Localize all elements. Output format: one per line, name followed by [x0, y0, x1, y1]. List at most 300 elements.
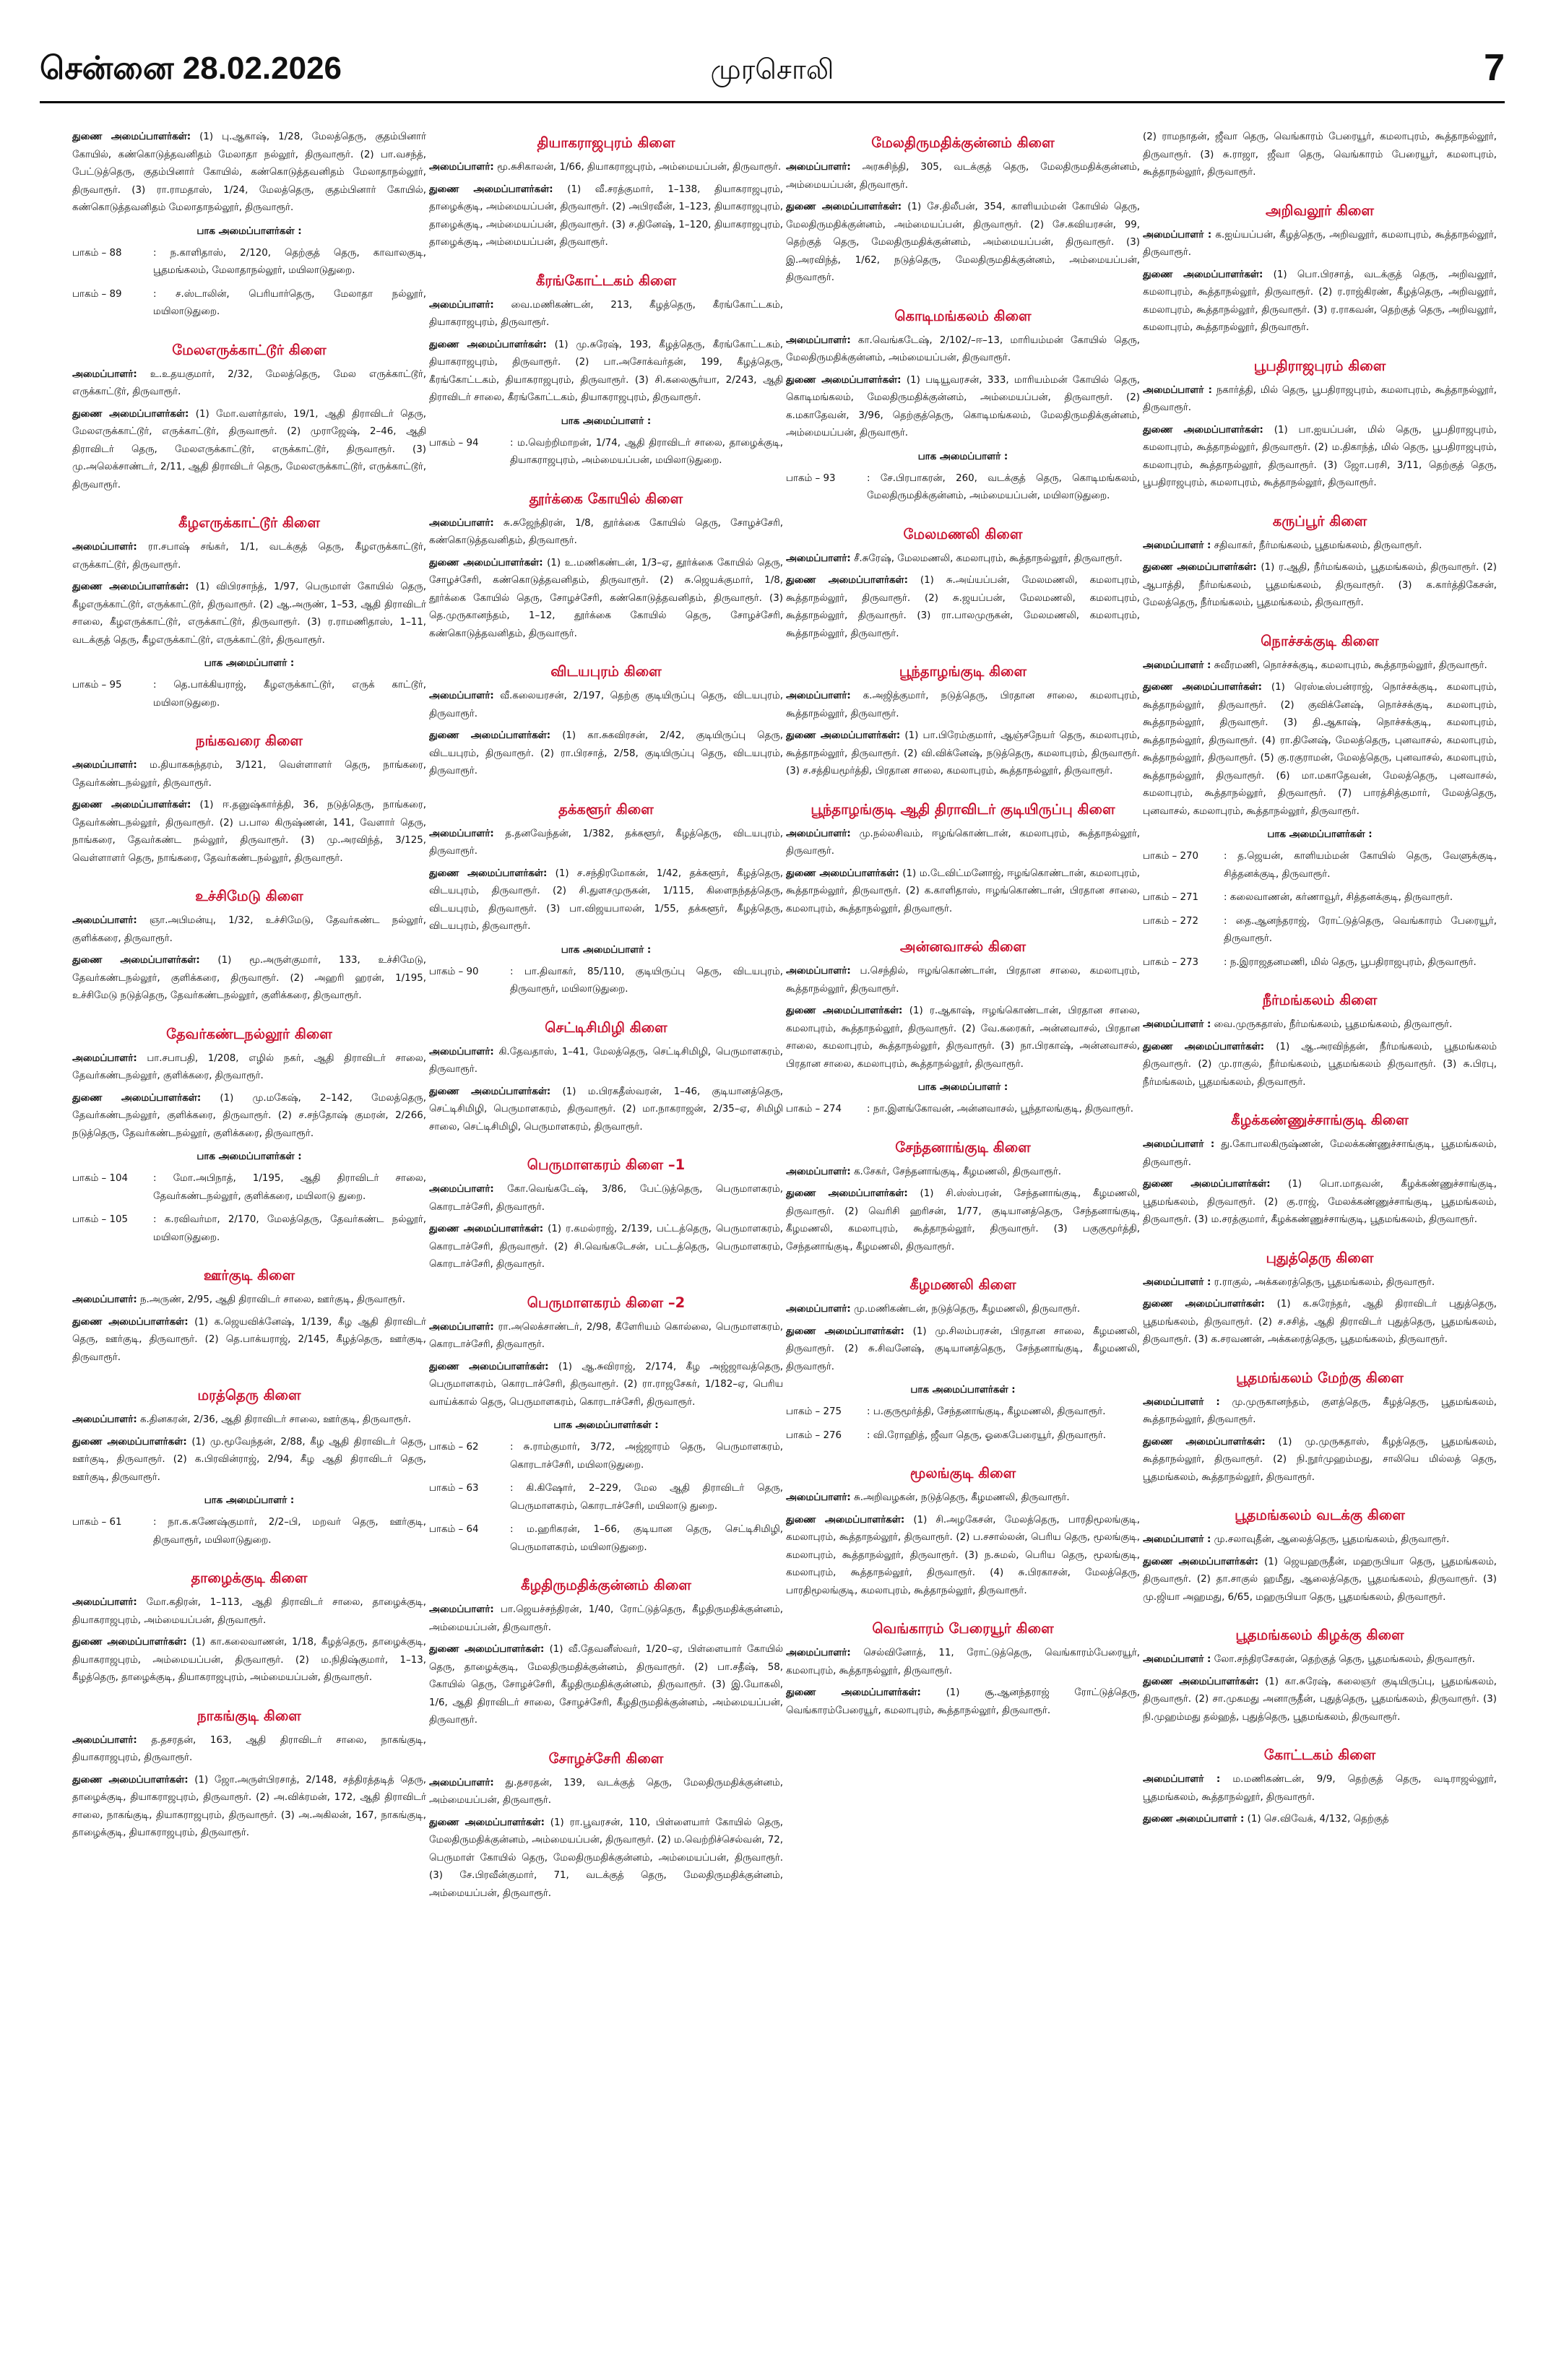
member-paragraph	[72, 579, 426, 649]
branch-section	[786, 937, 1140, 1119]
branch-section	[786, 1619, 1140, 1720]
role-label: துணை அமைப்பாளர்கள்:	[429, 1361, 549, 1372]
member-details: (1) சி.ஸ்ஸ்பரன், சேந்தனாங்குடி, கீழமணலி, திருவாரூர். (2) வெரிசி ஹரிசன், 1/77, குடியானத்தெரு, சேந்தனாங்குடி, கீழமணலி, கமலாபுரம், கூத்தாநல்லூர், திருவாரூர். (3) பகுகுமூர்த்தி, சேந்தனாங்குடி, கீழமணலி, திருவாரூர்.	[786, 1188, 1140, 1252]
bagam-row	[1143, 913, 1497, 948]
member-paragraph	[72, 1634, 426, 1687]
member-details: (1) சு.அய்யப்பன், மேலமணலி, கமலாபுரம், கூத்தாநல்லூர், திருவாரூர். (2) சு.ஜயப்பன், மேலமணலி, கமலாபுரம், கூத்தாநல்லூர், திருவாரூர். (3) ரா.பாலமுருகன், மேலமணலி, கமலாபுரம், கூத்தாநல்லூர், திருவாரூர்.	[786, 575, 1140, 639]
branch-section	[786, 800, 1140, 919]
member-details: ரா.அலெக்சாண்டர், 2/98, கீளேரியம் கொல்லை, பெருமாளகரம், கொரடாச்சேரி, திருவாரூர்.	[429, 1321, 783, 1350]
branch-title: நொச்சக்குடி கிளை	[1261, 632, 1379, 649]
branch-section	[1143, 1745, 1497, 1829]
bagam-number: பாகம் – 90	[429, 966, 479, 977]
bagam-row	[72, 1514, 426, 1549]
branch-section	[786, 1275, 1140, 1445]
member-details: கா.வெங்கடேஷ், 2/102/–ஈ–13, மாரியம்மன் கோயில் தெரு, மேலதிருமதிக்குன்னம், அம்மையப்பன், திருவாரூர்.	[786, 334, 1140, 363]
role-label: அமைப்பாளர்:	[786, 553, 851, 564]
branch-title: நாகங்குடி கிளை	[197, 1707, 301, 1724]
member-details: த.தனவேந்தன், 1/382, தக்களூர், கீழத்தெரு, விடயபுரம், திருவாரூர்.	[429, 828, 783, 857]
bagam-details: : க.ரவிவர்மா, 2/170, மேலத்தெரு, தேவர்கண்ட நல்லூர், மயிலாடுதுறை.	[153, 1214, 426, 1243]
branch-title: பூதமங்கலம் மேற்கு கிளை	[1236, 1369, 1404, 1386]
branch-section	[786, 133, 1140, 287]
member-details: (1) ரா.பூவரசன், 110, பிள்ளையார் கோயில் தெரு, மேலதிருமதிக்குன்னம், அம்மையப்பன், திருவாரூர். (2) ம.வெற்றிச்செல்வன், 72, பெருமாள் கோயில் தெரு, மேலதிருமதிக்குன்னம், அம்மையப்பன், திருவாரூர். (3) சே.பிரவீன்குமார், 71, வடக்குத் தெரு, மேலதிருமதிக்குன்னம், அம்மையப்பன், திருவாரூர்.	[429, 1817, 783, 1899]
bagam-details: : கி.கிஷோர், 2–229, மேல ஆதி திராவிடர் தெரு, பெருமாளகரம், கொரடாச்சேரி, மயிலாடு துறை.	[510, 1483, 783, 1512]
member-details: (1) சே.திலீபன், 354, காளியம்மன் கோயில் தெரு, மேலதிருமதிக்குன்னம், அம்மையப்பன், திருவாரூர். (2) சே.கவியரசன், 99, தெற்குத் தெரு, மேலதிருமதிக்குன்னம், அம்மையப்பன், திருவாரூர். (3) இ.அரவிந்த், 1/62, நடுத்தெரு, மேலதிருமதிக்குன்னம், அம்மையப்பன், திருவாரூர்.	[786, 202, 1140, 283]
bagam-number: பாகம் – 273	[1143, 956, 1199, 968]
branch-section	[1143, 1248, 1497, 1349]
bagam-number: பாகம் – 105	[72, 1214, 129, 1225]
role-label: அமைப்பாளர் :	[1143, 659, 1211, 671]
role-label: துணை அமைப்பாளர்கள்:	[786, 1188, 908, 1199]
role-label: அமைப்பாளர்:	[72, 1734, 137, 1746]
role-label: துணை அமைப்பாளர்கள்:	[1143, 1041, 1265, 1052]
bagam-details: : ச.ஸ்டாலின், பெரியார்தெரு, மேலாதா நல்லூர், மயிலாடுதுறை.	[153, 288, 426, 317]
newspaper-name: முரசொலி	[710, 53, 834, 85]
branch-section	[72, 129, 426, 321]
role-label: அமைப்பாளர் :	[1143, 384, 1212, 396]
branch-title: விடயபுரம் கிளை	[550, 663, 662, 680]
member-details: வை.முருகதாஸ், நீர்மங்கலம், பூதமங்கலம், திருவாரூர்.	[1214, 1019, 1453, 1030]
member-details: லோ.சந்திரசேகரன், தெற்குத் தெரு, பூதமங்கலம், திருவாரூர்.	[1214, 1654, 1475, 1665]
bagam-row	[786, 1101, 1140, 1119]
member-paragraph	[429, 515, 783, 550]
role-label: அமைப்பாளர்:	[786, 966, 851, 977]
branch-section	[429, 662, 783, 781]
branch-title: கீழமணலி கிளை	[909, 1276, 1016, 1293]
member-details: (1) ம.பிரகதீஸ்வரன், 1–46, குடியானத்தெரு, செட்டிசிமிழி, பெருமாளகரம், திருவாரூர். (2) மா.நாகராஜன், 2/35–ஏ, சிமிழி சாலை, செட்டிசிமிழி, பெருமாளகரம், திருவாரூர்.	[429, 1086, 783, 1133]
member-details: மு.நல்லசிவம், ஈழங்கொண்டான், கமலாபுரம், கூத்தாநல்லூர், திருவாரூர்.	[786, 828, 1140, 857]
member-paragraph	[1143, 1176, 1497, 1229]
column-1	[72, 129, 426, 2357]
branch-title: தேவர்கண்டநல்லூர் கிளை	[166, 1025, 332, 1042]
member-details: கி.தேவதாஸ், 1–41, மேலத்தெரு, செட்டிசிமிழி, பெருமாளகரம், திருவாரூர்.	[429, 1046, 783, 1075]
branch-section	[72, 1568, 426, 1687]
member-details: பா.சபாபதி, 1/208, எழில் நகர், ஆதி திராவிடர் சாலை, தேவர்கண்டநல்லூர், குளிக்கரை, திருவாரூர்.	[72, 1052, 426, 1081]
member-details: சதிவாகர், நீர்மங்கலம், பூதமங்கலம், திருவாரூர்.	[1214, 540, 1422, 551]
member-details: (1) சூ.ஆனந்தராஜ் ரோட்டுத்தெரு, வெங்காரம்பேரையூர், கமலாபுரம், கூத்தாநல்லூர், திருவாரூர்.	[786, 1687, 1140, 1716]
bagam-row	[1143, 889, 1497, 907]
member-details: து.தசரதன், 139, வடக்குத் தெரு, மேலதிருமதிக்குன்னம், அம்மையப்பன், திருவாரூர்.	[429, 1777, 783, 1806]
role-label: அமைப்பாளர் :	[1143, 1139, 1215, 1150]
role-label: துணை அமைப்பாளர்கள்:	[72, 131, 191, 142]
member-details: உ.உதயகுமார், 2/32, மேலத்தெரு, மேல எருக்காட்டூர், எருக்காட்டூர், திருவாரூர்.	[72, 368, 426, 397]
member-paragraph	[786, 826, 1140, 861]
member-details: ஞா.அபிமன்யு, 1/32, உச்சிமேடு, தேவர்கண்ட நல்லூர், குளிக்கரை, திருவாரூர்.	[72, 915, 426, 944]
role-label: அமைப்பாளர்:	[786, 162, 851, 173]
member-paragraph	[786, 332, 1140, 368]
member-paragraph	[1143, 1651, 1497, 1669]
member-paragraph	[429, 555, 783, 644]
member-details: (1) பு.ஆகாஷ், 1/28, மேலத்தெரு, குதம்பினார் கோயில், கண்கொடுத்தவனிதம் மேலாதா நல்லூர், திருவாரூர். (2) பா.வசந்த், பேட்டுத்தெரு, குதம்பினார் கோயில், கண்கொடுத்தவனிதம் மேலாதாநல்லூர், திருவாரூர். (3) ரா.ராமதாஸ், 1/24, மேலத்தெரு, குதம்பினார் கோயில், கண்கொடுத்தவனிதம் மேலாதாநல்லூர், திருவாரூர்.	[72, 131, 426, 213]
member-paragraph	[72, 912, 426, 948]
role-label: அமைப்பாளர்:	[429, 1777, 494, 1788]
member-details: மு.முருகானந்தம், குளத்தெரு, கீழத்தெரு, பூதமங்கலம், கூத்தாநல்லூர், திருவாரூர்.	[1143, 1396, 1497, 1425]
member-details: சுவீரமணி, நொச்சக்குடி, கமலாபுரம், கூத்தாநல்லூர், திருவாரூர்.	[1214, 659, 1487, 671]
role-label: அமைப்பாளர்:	[429, 299, 494, 311]
branch-title: பூதமங்கலம் வடக்கு கிளை	[1235, 1507, 1405, 1523]
bagam-header: பாக அமைப்பாளர் :	[917, 1082, 1008, 1093]
bagam-details: : ந.காளிதாஸ், 2/120, தெற்குத் தெரு, காவாலகுடி, பூதமங்கலம், மேலாதாநல்லூர், மயிலாடுதுறை.	[153, 247, 426, 276]
branch-section	[72, 886, 426, 1005]
branch-section	[1143, 1505, 1497, 1606]
member-paragraph	[1143, 1771, 1497, 1806]
bagam-header: பாக அமைப்பாளர்கள் :	[196, 225, 302, 237]
role-label: துணை அமைப்பாளர்கள்:	[1143, 1556, 1259, 1567]
member-details: ம.மணிகண்டன், 9/9, தெற்குத் தெரு, வடிராஜல்லூர், பூதமங்கலம், கூத்தாநல்லூர், திருவாரூர்.	[1143, 1774, 1497, 1803]
member-details: சீ.சுரேஷ், மேலமணலி, கமலாபுரம், கூத்தாநல்லூர், திருவாரூர்.	[853, 553, 1123, 564]
role-label: துணை அமைப்பாளர்கள்:	[429, 183, 553, 195]
member-details: (1) மு.சுரேஷ், 193, கீழத்தெரு, கீரங்கோட்டகம், தியாகராஜபுரம், திருவாரூர். (2) பா.அசோக்வர்தன், 199, கீழத்தெரு, கீரங்கோட்டகம், தியாகராஜபுரம், திருவாரூர். (3) சி.கலைசூர்யா, 2/243, ஆதி திராவிடர் சாலை, கீரங்கோட்டகம், தியாகராஜபுரம், திருவாரூர்.	[429, 339, 783, 403]
member-details: நகார்த்தி, மில் தெரு, பூபதிராஜபுரம், கமலாபுரம், கூத்தாநல்லூர், திருவாரூர்.	[1143, 384, 1497, 413]
member-paragraph	[72, 129, 426, 217]
bagam-number: பாகம் – 274	[786, 1104, 842, 1115]
member-paragraph	[1143, 1531, 1497, 1549]
member-paragraph	[786, 1003, 1140, 1073]
bagam-number: பாகம் – 275	[786, 1406, 842, 1417]
branch-section	[429, 1293, 783, 1557]
branch-section	[786, 1138, 1140, 1257]
role-label: துணை அமைப்பாளர்கள்:	[72, 955, 200, 966]
bagam-number: பாகம் – 94	[429, 437, 479, 449]
member-details: ர.ராகுல், அக்கரைத்தெரு, பூதமங்கலம், திருவாரூர்.	[1214, 1276, 1435, 1288]
branch-section	[72, 513, 426, 712]
role-label: அமைப்பாளர்:	[429, 691, 494, 701]
member-details: (1) ம.டேவிட்மனோஜ், ஈழங்கொண்டான், கமலாபுரம், கூத்தாநல்லூர், திருவாரூர். (2) க.காளிதாஸ், ஈழங்கொண்டான், பிரதான சாலை, கமலாபுரம், கூத்தாநல்லூர், திருவாரூர்.	[786, 867, 1140, 914]
member-paragraph	[429, 337, 783, 407]
branch-title: மேலமணலி கிளை	[903, 525, 1023, 542]
role-label: துணை அமைப்பாளர்கள்:	[72, 581, 189, 592]
bagam-row	[786, 1403, 1140, 1421]
bagam-details: : நா.இளங்கோவன், அன்னவாசல், பூந்தாலங்குடி, திருவாரூர்.	[867, 1104, 1134, 1115]
member-details: பா.ஜெயச்சந்திரன், 1/40, ரோட்டுத்தெரு, கீழதிருமதிக்குன்னம், அம்மையப்பன், திருவாரூர்.	[429, 1604, 783, 1633]
bagam-header: பாக அமைப்பாளர் :	[917, 451, 1008, 462]
role-label: அமைப்பாளர் :	[1143, 1654, 1211, 1665]
role-label: துணை அமைப்பாளர்கள்:	[429, 557, 543, 568]
role-label: துணை அமைப்பாளர்கள்:	[1143, 1299, 1265, 1310]
role-label: துணை அமைப்பாளர் :	[1143, 1814, 1245, 1825]
role-label: துணை அமைப்பாளர்கள்:	[72, 1316, 189, 1328]
role-label: அமைப்பாளர் :	[1143, 1774, 1221, 1785]
member-details: (1) செ.விவேக், 4/132, தெற்குத்	[1247, 1814, 1389, 1825]
member-details: வை.மணிகண்டன், 213, கீழத்தெரு, கீரங்கோட்டகம், தியாகராஜபுரம், திருவாரூர்.	[429, 299, 783, 328]
role-label: துணை அமைப்பாளர்கள்:	[72, 1436, 187, 1448]
bagam-number: பாகம் – 270	[1143, 851, 1199, 862]
branch-title: நங்கவரை கிளை	[195, 732, 303, 749]
member-paragraph	[429, 826, 783, 861]
role-label: அமைப்பாளர்:	[429, 162, 494, 173]
member-paragraph	[1143, 537, 1497, 555]
bagam-number: பாகம் – 276	[786, 1429, 842, 1441]
role-label: துணை அமைப்பாளர்கள்:	[72, 1774, 189, 1786]
bagam-details: : நா.க.கணேஷ்குமார், 2/2–பி, மறவர் தெரு, ஊர்குடி, திருவாரூர், மயிலாடுதுறை.	[153, 1517, 426, 1546]
branch-section	[72, 731, 426, 867]
branch-section	[1143, 990, 1497, 1091]
role-label: துணை அமைப்பாளர்கள்:	[1143, 1179, 1271, 1190]
member-paragraph	[786, 1185, 1140, 1256]
member-paragraph	[72, 757, 426, 792]
member-details: (2) ராமநாதன், ஜீவா தெரு, வெங்காரம் பேரையூர், கமலாபுரம், கூத்தாநல்லூர், திருவாரூர். (3) சு.ராஜா, ஜீவா தெரு, வெங்காரம் பேரையூர், கமலாபுரம், கூத்தாநல்லூர், திருவாரூர்.	[1143, 131, 1497, 178]
branch-title: கருப்பூர் கிளை	[1272, 512, 1367, 529]
member-paragraph	[786, 199, 1140, 287]
member-paragraph	[786, 1323, 1140, 1377]
member-paragraph	[72, 797, 426, 867]
member-details: (1) க.சுரேந்தர், ஆதி திராவிடர் புதுத்தெரு, பூதமங்கலம், திருவாரூர். (2) ச.சசித், ஆதி திராவிடர் புதுத்தெரு, பூதமங்கலம், திருவாரூர். (3) க.சரவணன், அக்கரைத்தெரு, பூதமங்கலம், திருவாரூர்.	[1143, 1299, 1497, 1345]
member-details: (1) ஜெயஹருதீன், மஹருபியா தெரு, பூதமங்கலம், திருவாரூர். (2) தா.சாகுல் ஹமீது, ஆலைத்தெரு, பூதமங்கலம், திருவாரூர். (3) மு.ஜியா அஹமது, 6/65, மஹருபியா தெரு, பூதமங்கலம், திருவாரூர்.	[1143, 1556, 1497, 1603]
branch-title: நீர்மங்கலம் கிளை	[1262, 992, 1378, 1008]
member-details: (1) சி.அழகேசன், மேலத்தெரு, பாரதிமூலங்குடி, கமலாபுரம், கூத்தாநல்லூர், திருவாரூர். (2) ப.சசால்லன், பெரிய தெரு, மூலங்குடி, கமலாபுரம், கூத்தாநல்லூர், திருவாரூர். (3) ந.சுமல், பெரிய தெரு, மூலங்குடி, கமலாபுரம், கூத்தாநல்லூர், திருவாரூர். (4) சு.பிரகாசன், மேலத்தெரு, பாரதிமூலங்குடி, கமலாபுரம், கூத்தாநல்லூர், திருவாரூர்.	[786, 1514, 1140, 1596]
member-details: (1) பொ.பிரசாத், வடக்குத் தெரு, அறிவலூர், கமலாபுரம், கூத்தாநல்லூர், திருவாரூர். (2) ர.ராஜ்கிரண், கீழத்தெரு, அறிவலூர், கமலாபுரம், கூத்தாநல்லூர், திருவாரூர். (3) ர.ராகவன், தெற்குத் தெரு, அறிவலூர், கமலாபுரம், கூத்தாநல்லூர், திருவாரூர்.	[1143, 269, 1497, 333]
bagam-details: : ப.குருமூர்த்தி, சேந்தனாங்குடி, கீழமணலி, திருவாரூர்.	[867, 1406, 1106, 1417]
member-details: (1) மு.சிலம்பரசன், பிரதான சாலை, கீழமணலி, திருவாரூர். (2) சு.சிவனேஷ், குடியானத்தெரு, சேந்தனாங்குடி, கீழமணலி, திருவாரூர்.	[786, 1325, 1140, 1372]
role-label: அமைப்பாளர் :	[1143, 1396, 1220, 1408]
member-details: (1) ர.ஆதி, நீர்மங்கலம், பூதமங்கலம், திருவாரூர். (2) ஆபாத்தி, நீர்மங்கலம், பூதமங்கலம், திருவாரூர். (3) க.கார்த்திகேசன், மேலத்தெரு, நீர்மங்கலம், பூதமங்கலம், திருவாரூர்.	[1143, 562, 1497, 608]
member-paragraph	[72, 952, 426, 1005]
branch-section	[1143, 1625, 1497, 1726]
member-details: து.கோபாலகிருஷ்ணன், மேலக்கண்ணுச்சாங்குடி, பூதமங்கலம், திருவாரூர்.	[1143, 1139, 1497, 1168]
bagam-row	[1143, 848, 1497, 883]
branch-section	[72, 340, 426, 495]
branch-title: செட்டிசிமிழி கிளை	[545, 1018, 667, 1036]
member-paragraph	[429, 1044, 783, 1079]
role-label: துணை அமைப்பாளர்கள்:	[72, 1092, 202, 1104]
member-paragraph	[72, 1772, 426, 1843]
bagam-details: : தெ.பாக்கியராஜ், கீழஎருக்காட்டூர், எருக் காட்டூர், மயிலாடுதுறை.	[153, 680, 426, 709]
member-details: ரா.சபாஷ் சங்கர், 1/1, வடக்குத் தெரு, கீழஎருக்காட்டூர், எருக்காட்டூர், திருவாரூர்.	[72, 542, 426, 571]
member-details: (1) ஆ.சுவிராஜ், 2/174, கீழ அஜ்ஜாவத்தெரு, பெருமாளகரம், கொரடாச்சேரி, திருவாரூர். (2) ரா.ராஜசேகர், 1/182–ஏ, பெரிய வாய்க்கால் தெரு, பெருமாளகரம், கொரடாச்சேரி, திருவாரூர்.	[429, 1361, 783, 1408]
bagam-details: : வி.ரோஹித், ஜீவா தெரு, ஓகைபேரையூர், திருவாரூர்.	[867, 1429, 1106, 1441]
bagam-number: பாகம் – 64	[429, 1524, 479, 1535]
bagam-details: : சே.பிரபாகரன், 260, வடக்குத் தெரு, கொடிமங்கலம், மேலதிருமதிக்குன்னம், அம்மையப்பன், மயிலாடுதுறை.	[867, 472, 1140, 501]
role-label: அமைப்பாளர்:	[429, 1046, 494, 1057]
bagam-row	[429, 435, 783, 470]
bagam-row	[786, 1427, 1140, 1445]
member-paragraph	[72, 1050, 426, 1086]
bagam-row	[1143, 954, 1497, 972]
bagam-number: பாகம் – 89	[72, 288, 122, 300]
member-paragraph	[786, 550, 1140, 568]
bagam-details: : ம.வெற்றிமாறன், 1/74, ஆதி திராவிடர் சாலை, தாழைக்குடி, தியாகராஜபுரம், அம்மையப்பன், மயிலாடுதுறை.	[510, 437, 783, 466]
member-details: மு.மணிகண்டன், நடுத்தெரு, கீழமணலி, திருவாரூர்.	[853, 1304, 1081, 1315]
branch-section	[429, 1749, 783, 1903]
role-label: துணை அமைப்பாளர்கள்:	[1143, 269, 1263, 280]
member-details: ப.செந்தில், ஈழங்கொண்டான், பிரதான சாலை, கமலாபுரம், கூத்தாநல்லூர், திருவாரூர்.	[786, 966, 1140, 995]
member-paragraph	[72, 1090, 426, 1143]
bagam-number: பாகம் – 104	[72, 1173, 129, 1184]
branch-title: கீழஎருக்காட்டூர் கிளை	[178, 514, 320, 531]
member-paragraph	[786, 1512, 1140, 1601]
branch-section	[1143, 1110, 1497, 1229]
member-paragraph	[1143, 382, 1497, 417]
bagam-header: பாக அமைப்பாளர் :	[204, 658, 295, 669]
member-details: ம.தியாகசுந்தரம், 3/121, வெள்ளாளர் தெரு, நாங்கரை, தேவர்கண்டநல்லூர், திருவாரூர்.	[72, 760, 426, 789]
member-paragraph	[1143, 422, 1497, 493]
member-paragraph	[429, 1319, 783, 1354]
branch-title: மூலங்குடி கிளை	[909, 1465, 1016, 1481]
member-details: (1) பா.ஐயப்பன், மில் தெரு, பூபதிராஜபுரம், கமலாபுரம், கூத்தாநல்லூர், திருவாரூர். (2) ம.திகாந்த், மில் தெரு, பூபதிராஜபுரம், கமலாபுரம், கூத்தாநல்லூர், திருவாரூர். (3) ஜோ.பரசி, 3/11, தெற்குத் தெரு, பூபதிராஜபுரம், கமலாபுரம், கூத்தாநல்லூர், திருவாரூர்.	[1143, 424, 1497, 488]
member-paragraph	[429, 159, 783, 177]
member-paragraph	[429, 688, 783, 723]
role-label: துணை அமைப்பாளர்கள்:	[786, 1514, 905, 1526]
bagam-number: பாகம் – 62	[429, 1442, 479, 1453]
member-details: (1) மோ.வளர்தாஸ், 19/1, ஆதி திராவிடர் தெரு, மேலஎருக்காட்டூர், எருக்காட்டூர், திருவாரூர். (2) முராஜேஷ், 2–46, ஆதி திராவிடர் தெரு, மேலஎருக்காட்டூர், எருக்காட்டூர், திருவாரூர். (3) மு.அலெக்சாண்டர், 2/11, ஆதி திராவிடர் தெரு, மேலஎருக்காட்டூர், எருக்காட்டூர், திருவாரூர்.	[72, 408, 426, 490]
role-label: அமைப்பாளர்:	[786, 334, 851, 346]
role-label: அமைப்பாளர்:	[429, 1184, 494, 1195]
bagam-details: : தை.ஆனந்தராஜ், ரோட்டுத்தெரு, வெங்காரம் பேரையூர், திருவாரூர்.	[1224, 915, 1497, 944]
member-details: (1) ஜோ.அருள்பிரசாத், 2/148, சத்திரத்தடித் தெரு, தாழைக்குடி, தியாகராஜபுரம், திருவாரூர். (2) அ.விக்ரமன், 172, ஆதி திராவிடர் சாலை, நாகங்குடி, தியாகராஜபுரம், திருவாரூர். (3) அ.அகிலன், 167, நாகங்குடி, தாழைக்குடி, தியாகராஜபுரம், திருவாரூர்.	[72, 1774, 426, 1838]
branch-section	[786, 524, 1140, 644]
column-2	[429, 129, 783, 2357]
role-label: துணை அமைப்பாளர்கள்:	[429, 867, 548, 879]
bagam-number: பாகம் – 61	[72, 1517, 122, 1528]
member-details: மோ.கதிரன், 1–113, ஆதி திராவிடர் சாலை, தாழைக்குடி, தியாகராஜபுரம், அம்மையப்பன், திருவாரூர்.	[72, 1597, 426, 1626]
member-paragraph	[1143, 559, 1497, 613]
branch-title: கீரங்கோட்டகம் கிளை	[535, 272, 677, 289]
member-details: (1) வீ.சரத்குமார், 1–138, தியாகராஜபுரம், தாழைக்குடி, அம்மையப்பன், திருவாரூர். (2) அபிரவீன், 1–123, தியாகராஜபுரம், தாழைக்குடி, அம்மையப்பன், திருவாரூர். (3) ச.தினேஷ், 1–120, தியாகராஜபுரம், தாழைக்குடி, அம்மையப்பன், திருவாரூர்.	[429, 183, 783, 248]
branch-section	[429, 1155, 783, 1274]
bagam-row	[72, 1211, 426, 1247]
member-details: கோ.வெங்கடேஷ், 3/86, பேட்டுத்தெரு, பெருமாளகரம், கொரடாச்சேரி, திருவாரூர்.	[429, 1184, 783, 1213]
role-label: துணை அமைப்பாளர்கள்:	[1143, 1676, 1259, 1687]
role-label: அமைப்பாளர் :	[1143, 540, 1211, 551]
role-label: அமைப்பாளர் :	[1143, 1534, 1211, 1545]
branch-title: அன்னவாசல் கிளை	[899, 938, 1026, 955]
branch-section	[429, 133, 783, 252]
role-label: அமைப்பாளர்:	[786, 1648, 851, 1658]
role-label: துணை அமைப்பாளர்கள்:	[429, 730, 551, 741]
bagam-details: : பா.திவாகர், 85/110, குடியிருப்பு தெரு, விடயபுரம், திருவாரூர், மயிலாடுதுறை.	[510, 966, 783, 995]
member-details: (1) படியூவரசன், 333, மாரியம்மன் கோயில் தெரு, கொடிமங்கலம், மேலதிருமதிக்குன்னம், அம்மையப்பன், திருவாரூர். (2) க.மகாதேவன், 3/96, தெற்குத்தெரு, கொடிமங்கலம், மேலதிருமதிக்குன்னம், அம்மையப்பன், திருவாரூர்.	[786, 374, 1140, 438]
member-paragraph	[1143, 1674, 1497, 1727]
role-label: துணை அமைப்பாளர்கள்:	[1143, 682, 1262, 693]
role-label: அமைப்பாளர்:	[72, 1294, 137, 1305]
branch-title: கொடிமங்கலம் கிளை	[894, 307, 1032, 324]
branch-title: உச்சிமேடு கிளை	[195, 888, 303, 904]
member-paragraph	[72, 1314, 426, 1367]
bagam-row	[429, 1480, 783, 1515]
branch-title: தக்களூர் கிளை	[558, 800, 654, 818]
header-rule	[40, 101, 1505, 103]
column-3	[786, 129, 1140, 2357]
branch-section	[429, 489, 783, 644]
branch-title: அறிவலூர் கிளை	[1266, 202, 1374, 219]
member-details: (1) ச.சந்திரமோகன், 1/42, தக்களூர், கீழத்தெரு, விடயபுரம், திருவாரூர். (2) சி.துளசமுருகன், 1/115, கிளைநந்தத்தெரு, விடயபுரம், திருவாரூர். (3) பா.விஜயபாலன், 1/55, தக்களூர், கீழத்தெரு, விடயபுரம், திருவாரூர்.	[429, 867, 783, 932]
role-label: துணை அமைப்பாளர்கள்:	[1143, 1436, 1266, 1448]
member-paragraph	[1143, 1016, 1497, 1034]
branch-title: மேலதிருமதிக்குன்னம் கிளை	[871, 134, 1055, 151]
branch-title: பூந்தாழங்குடி ஆதி திராவிடர் குடியிருப்பு கிளை	[811, 800, 1115, 818]
branch-title: பெருமாளகரம் கிளை –2	[527, 1294, 686, 1311]
role-label: அமைப்பாளர்:	[72, 1052, 137, 1064]
bagam-header: பாக அமைப்பாளர்கள் :	[196, 1151, 302, 1162]
branch-title: பெருமாளகரம் கிளை –1	[527, 1156, 686, 1173]
branch-title: பூதமங்கலம் கிழக்கு கிளை	[1235, 1627, 1404, 1643]
bagam-number: பாகம் – 271	[1143, 892, 1199, 903]
member-paragraph	[429, 1083, 783, 1137]
member-details: (1) ஈ.தனுஷ்கார்த்தி, 36, நடுத்தெரு, நாங்கரை, தேவர்கண்டநல்லூர், திருவாரூர். (2) ப.பால கிருஷ்ணன், 141, வேளார் தெரு, நாங்கரை, தேவர்கண்ட நல்லூர், திருவாரூர். (3) மு.அரவிந்த், 3/125, வெள்ளாளர் தெரு, நாங்கரை, தேவர்கண்டநல்லூர், திருவாரூர்.	[72, 800, 426, 864]
bagam-row	[72, 286, 426, 321]
role-label: துணை அமைப்பாளர்கள்:	[786, 575, 908, 586]
member-paragraph	[429, 865, 783, 936]
bagam-number: பாகம் – 88	[72, 247, 122, 259]
role-label: துணை அமைப்பாளர்கள்:	[786, 867, 899, 879]
member-paragraph	[786, 963, 1140, 998]
member-paragraph	[72, 406, 426, 495]
branch-title: புதுத்தெரு கிளை	[1266, 1249, 1374, 1266]
role-label: துணை அமைப்பாளர்கள்:	[1143, 562, 1257, 573]
role-label: அமைப்பாளர்:	[429, 1321, 494, 1333]
member-paragraph	[429, 1775, 783, 1810]
member-details: (1) உ.மணிகண்டன், 1/3–ஏ, தூர்க்கை கோயில் தெரு, சோழச்சேரி, கண்கொடுத்தவனிதம், திருவாரூர். (2) சு.ஜெயக்குமார், 1/8, தூர்க்கை கோயில் தெரு, சோழச்சேரி, கண்கொடுத்தவனிதம், திருவாரூர். (3) தெ.முருகானந்தம், 1–12, தூர்க்கை கோயில் தெரு, சோழச்சேரி, கண்கொடுத்தவனிதம், திருவாரூர்.	[429, 557, 783, 639]
bagam-row	[429, 1439, 783, 1474]
branch-section	[429, 800, 783, 999]
role-label: துணை அமைப்பாளர்கள்:	[429, 1224, 544, 1234]
role-label: அமைப்பாளர்:	[429, 517, 494, 529]
role-label: துணை அமைப்பாளர்கள்:	[786, 1325, 904, 1337]
branch-title: சேந்தனாங்குடி கிளை	[895, 1138, 1031, 1156]
member-paragraph	[72, 1411, 426, 1429]
role-label: துணை அமைப்பாளர்கள்:	[429, 1817, 545, 1828]
member-paragraph	[786, 1301, 1140, 1319]
bagam-details: : சு.ராம்குமார், 3/72, அஜ்ஜாரம் தெரு, பெருமாளகரம், கொரடாச்சேரி, மயிலாடுதுறை.	[510, 1442, 783, 1471]
member-paragraph	[786, 372, 1140, 443]
role-label: அமைப்பாளர் :	[1143, 229, 1212, 241]
member-details: (1) கா.கலைவாணன், 1/18, கீழத்தெரு, தாழைக்குடி, தியாகராஜபுரம், அம்மையப்பன், திருவாரூர். (2) ம.நிதிஷ்குமார், 1–13, கீழத்தெரு, தாழைக்குடி, தியாகராஜபுரம், அம்மையப்பன், திருவாரூர்.	[72, 1637, 426, 1683]
member-paragraph	[786, 159, 1140, 194]
bagam-header: பாக அமைப்பாளர் :	[204, 1495, 295, 1506]
member-details: சு.சுஜேந்திரன், 1/8, தூர்க்கை கோயில் தெரு, சோழச்சேரி, கண்கொடுத்தவனிதம், திருவாரூர்.	[429, 517, 783, 546]
bagam-details: : கலைவாணன், கர்ணாவூர், சித்தனக்குடி, திருவாரூர்.	[1224, 892, 1453, 903]
branch-section	[72, 1024, 426, 1247]
member-details: (1) பா.பிரேம்குமார், ஆஞ்சநேயர் தெரு, கமலாபுரம், கூத்தாநல்லூர், திருவாரூர். (2) வி.விக்னேஷ், நடுத்தெரு, கமலாபுரம், திருவாரூர். (3) ச.சத்தியமூர்த்தி, பிரதான சாலை, கமலாபுரம், கூத்தாநல்லூர், திருவாரூர்.	[786, 730, 1140, 776]
member-paragraph	[72, 1594, 426, 1630]
bagam-details: : ம.ஹரிகரன், 1–66, குடியான தெரு, செட்டிசிமிழி, பெருமாளகரம், மயிலாடுதுறை.	[510, 1524, 783, 1553]
role-label: துணை அமைப்பாளர்கள்:	[786, 1005, 903, 1016]
member-paragraph	[72, 539, 426, 574]
role-label: துணை அமைப்பாளர்கள்:	[429, 1086, 551, 1097]
member-details: க.அஜித்குமார், நடுத்தெரு, பிரதான சாலை, கமலாபுரம், கூத்தாநல்லூர், திருவாரூர்.	[786, 691, 1140, 719]
role-label: அமைப்பாளர்:	[786, 828, 851, 839]
member-paragraph	[786, 1645, 1140, 1680]
member-details: சு.அறிவழகன், நடுத்தெரு, கீழமணலி, திருவாரூர்.	[853, 1492, 1070, 1503]
member-details: (1) க.ஜெயவிக்னேஷ், 1/139, கீழ ஆதி திராவிடர் தெரு, ஊர்குடி, திருவாரூர். (2) தெ.பாக்யராஜ், 2/145, கீழத்தெரு, ஊர்குடி, திருவாரூர்.	[72, 1316, 426, 1363]
member-paragraph	[1143, 1811, 1497, 1829]
member-paragraph	[429, 297, 783, 332]
branch-section	[786, 662, 1140, 781]
member-paragraph	[429, 1814, 783, 1903]
role-label: துணை அமைப்பாளர்கள்:	[72, 1637, 187, 1648]
role-label: அமைப்பாளர்:	[786, 691, 851, 701]
member-details: (1) மு.மூவேந்தன், 2/88, கீழ ஆதி திராவிடர் தெரு, ஊர்குடி, திருவாரூர். (2) க.பிரவின்ராஜ், 2/94, கீழ ஆதி திராவிடர் தெரு, ஊர்குடி, திருவாரூர்.	[72, 1436, 426, 1483]
member-paragraph	[429, 1181, 783, 1216]
member-paragraph	[786, 865, 1140, 919]
role-label: துணை அமைப்பாளர்கள்:	[786, 374, 902, 386]
role-label: துணை அமைப்பாளர்கள்:	[786, 1687, 921, 1698]
role-label: அமைப்பாளர்:	[429, 828, 494, 839]
member-details: (1) மு.மகேஷ், 2–142, மேலத்தெரு, தேவர்கண்டநல்லூர், குளிக்கரை, திருவாரூர். (2) ச.சந்தோஷ் குமரன், 2/266, நடுத்தெரு, தேவர்கண்டநல்லூர், குளிக்கரை, திருவாரூர்.	[72, 1092, 426, 1139]
member-details: (1) விபிரசாந்த், 1/97, பெருமாள் கோயில் தெரு, கீழஎருக்காட்டூர், எருக்காட்டூர், திருவாரூர். (2) ஆ.அருண், 1–53, ஆதி திராவிடர் சாலை, கீழஎருக்காட்டூர், எருக்காட்டூர், திருவாரூர். (3) ர.ராமணிதாஸ், 1–11, வடக்குத் தெரு, கீழஎருக்காட்டூர், எருக்காட்டூர், திருவாரூர்.	[72, 581, 426, 646]
member-paragraph	[429, 1359, 783, 1412]
member-paragraph	[1143, 267, 1497, 337]
member-paragraph	[1143, 129, 1497, 182]
role-label: அமைப்பாளர் :	[1143, 1276, 1211, 1288]
branch-title: தியாகராஜபுரம் கிளை	[537, 134, 675, 151]
role-label: அமைப்பாளர்:	[72, 1597, 137, 1608]
member-details: (1) ரெஸ்டீஸ்பன்ராஜ், நொச்சக்குடி, கமலாபுரம், கூத்தாநல்லூர், திருவாரூர். (2) குவிக்னேஷ், நொச்சக்குடி, கமலாபுரம், கூத்தாநல்லூர், திருவாரூர். (3) தி.ஆகாஷ், நொச்சக்குடி, கமலாபுரம், கூத்தாநல்லூர், திருவாரூர். (4) ரா.தினேஷ், மேலத்தெரு, புனவாசல், கமலாபுரம், கூத்தாநல்லூர், திருவாரூர். (5) கு.ரகுராமன், மேலத்தெரு, புனவாசல், கமலாபுரம், கூத்தாநல்லூர், திருவாரூர். (6) மா.மகாதேவன், மேலத்தெரு, புனவாசல், கமலாபுரம், கூத்தாநல்லூர், திருவாரூர். (7) பாரத்சித்குமார், மேலத்தெரு, புனவாசல், கமலாபுரம், கூத்தாநல்லூர், திருவாரூர்.	[1143, 682, 1497, 817]
member-details: க.சேகர், சேந்தனாங்குடி, கீழமணலி, திருவாரூர்.	[853, 1166, 1062, 1177]
member-details: த.தசரதன், 163, ஆதி திராவிடர் சாலை, நாகங்குடி, தியாகராஜபுரம், திருவாரூர்.	[72, 1734, 426, 1763]
role-label: துணை அமைப்பாளர்கள்:	[786, 730, 901, 741]
member-paragraph	[1143, 679, 1497, 821]
role-label: அமைப்பாளர்:	[72, 915, 137, 926]
